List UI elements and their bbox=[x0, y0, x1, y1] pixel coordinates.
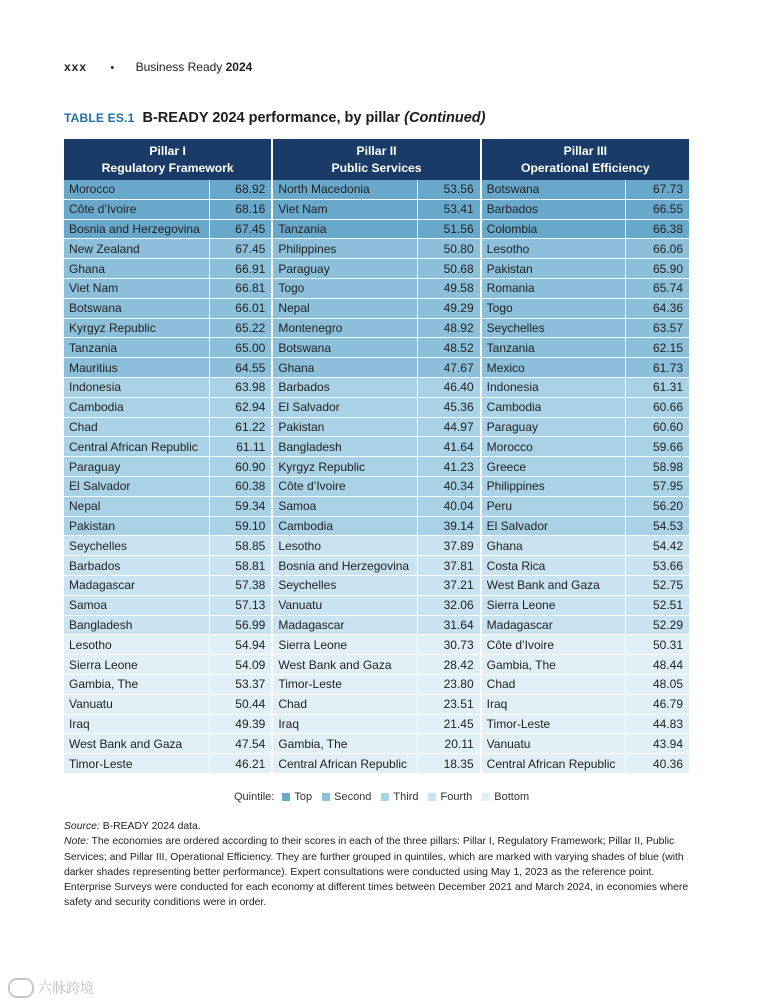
economy-name-pillar-3: Lesotho bbox=[481, 239, 626, 259]
economy-name-pillar-1: Nepal bbox=[64, 496, 209, 516]
economy-name-pillar-3: Colombia bbox=[481, 219, 626, 239]
economy-name-pillar-2: Pakistan bbox=[272, 417, 417, 437]
score-pillar-1: 57.38 bbox=[209, 575, 272, 595]
header-pillar-3 bbox=[481, 139, 689, 180]
table-row bbox=[64, 575, 689, 595]
watermark-text: 六脉跨境 bbox=[38, 980, 94, 996]
economy-name-pillar-2: Iraq bbox=[272, 714, 417, 734]
table-row bbox=[64, 516, 689, 536]
table-row bbox=[64, 655, 689, 675]
legend-text-fourth: Fourth bbox=[440, 791, 473, 803]
table-title bbox=[64, 110, 485, 126]
score-pillar-3: 64.36 bbox=[626, 298, 689, 318]
economy-name-pillar-1: Samoa bbox=[64, 595, 209, 615]
score-pillar-2: 30.73 bbox=[418, 635, 481, 655]
score-pillar-3: 62.15 bbox=[626, 338, 689, 358]
score-pillar-3: 58.98 bbox=[626, 457, 689, 477]
score-pillar-1: 49.39 bbox=[209, 714, 272, 734]
score-pillar-3: 52.29 bbox=[626, 615, 689, 635]
legend-swatch-second bbox=[322, 793, 330, 801]
table-row bbox=[64, 437, 689, 457]
economy-name-pillar-1: Indonesia bbox=[64, 377, 209, 397]
economy-name-pillar-2: Bosnia and Herzegovina bbox=[272, 556, 417, 576]
legend-swatch-top bbox=[282, 793, 290, 801]
economy-name-pillar-2: Ghana bbox=[272, 358, 417, 378]
economy-name-pillar-1: Chad bbox=[64, 417, 209, 437]
score-pillar-2: 47.67 bbox=[418, 358, 481, 378]
economy-name-pillar-3: Philippines bbox=[481, 476, 626, 496]
header-pillar-2-number: Pillar II bbox=[356, 143, 397, 158]
table-row bbox=[64, 595, 689, 615]
source-text: B-READY 2024 data. bbox=[99, 821, 201, 832]
score-pillar-3: 52.75 bbox=[626, 575, 689, 595]
score-pillar-1: 60.38 bbox=[209, 476, 272, 496]
score-pillar-2: 48.52 bbox=[418, 338, 481, 358]
score-pillar-2: 51.56 bbox=[418, 219, 481, 239]
score-pillar-3: 54.42 bbox=[626, 536, 689, 556]
economy-name-pillar-2: Kyrgyz Republic bbox=[272, 457, 417, 477]
score-pillar-2: 48.92 bbox=[418, 318, 481, 338]
economy-name-pillar-2: Seychelles bbox=[272, 575, 417, 595]
score-pillar-3: 60.66 bbox=[626, 397, 689, 417]
score-pillar-3: 66.38 bbox=[626, 219, 689, 239]
economy-name-pillar-3: Costa Rica bbox=[481, 556, 626, 576]
table-row bbox=[64, 754, 689, 774]
table-row bbox=[64, 674, 689, 694]
table-tag: TABLE ES.1 bbox=[64, 111, 135, 125]
score-pillar-3: 40.36 bbox=[626, 754, 689, 774]
economy-name-pillar-1: Barbados bbox=[64, 556, 209, 576]
economy-name-pillar-2: Lesotho bbox=[272, 536, 417, 556]
economy-name-pillar-3: Iraq bbox=[481, 694, 626, 714]
table-notes bbox=[64, 819, 694, 911]
economy-name-pillar-3: Seychelles bbox=[481, 318, 626, 338]
table-row bbox=[64, 417, 689, 437]
score-pillar-2: 32.06 bbox=[418, 595, 481, 615]
score-pillar-2: 41.64 bbox=[418, 437, 481, 457]
economy-name-pillar-3: Paraguay bbox=[481, 417, 626, 437]
table-row bbox=[64, 259, 689, 279]
score-pillar-3: 61.73 bbox=[626, 358, 689, 378]
header-pillar-1 bbox=[64, 139, 272, 180]
score-pillar-2: 53.41 bbox=[418, 199, 481, 219]
table-row bbox=[64, 536, 689, 556]
score-pillar-2: 37.81 bbox=[418, 556, 481, 576]
score-pillar-1: 61.11 bbox=[209, 437, 272, 457]
table-row bbox=[64, 635, 689, 655]
economy-name-pillar-2: El Salvador bbox=[272, 397, 417, 417]
note-paragraph bbox=[64, 834, 694, 910]
score-pillar-3: 66.55 bbox=[626, 199, 689, 219]
score-pillar-3: 48.44 bbox=[626, 655, 689, 675]
score-pillar-2: 23.80 bbox=[418, 674, 481, 694]
score-pillar-2: 49.58 bbox=[418, 278, 481, 298]
table-row bbox=[64, 219, 689, 239]
economy-name-pillar-2: Tanzania bbox=[272, 219, 417, 239]
header-pillar-2 bbox=[272, 139, 480, 180]
economy-name-pillar-3: Mexico bbox=[481, 358, 626, 378]
header-pillar-2-name: Public Services bbox=[331, 160, 422, 175]
economy-name-pillar-2: West Bank and Gaza bbox=[272, 655, 417, 675]
economy-name-pillar-1: Botswana bbox=[64, 298, 209, 318]
economy-name-pillar-3: Sierra Leone bbox=[481, 595, 626, 615]
economy-name-pillar-2: Madagascar bbox=[272, 615, 417, 635]
economy-name-pillar-1: El Salvador bbox=[64, 476, 209, 496]
score-pillar-3: 59.66 bbox=[626, 437, 689, 457]
watermark-logo-icon bbox=[8, 978, 34, 998]
score-pillar-1: 46.21 bbox=[209, 754, 272, 774]
page-number: xxx bbox=[64, 60, 88, 74]
table-header-row bbox=[64, 139, 689, 180]
table-row bbox=[64, 694, 689, 714]
score-pillar-2: 53.56 bbox=[418, 180, 481, 199]
score-pillar-3: 46.79 bbox=[626, 694, 689, 714]
table-title-main: B-READY 2024 performance, by pillar bbox=[142, 110, 401, 126]
table-row bbox=[64, 180, 689, 199]
table-row bbox=[64, 377, 689, 397]
score-pillar-2: 31.64 bbox=[418, 615, 481, 635]
economy-name-pillar-2: Montenegro bbox=[272, 318, 417, 338]
economy-name-pillar-2: Nepal bbox=[272, 298, 417, 318]
score-pillar-1: 58.81 bbox=[209, 556, 272, 576]
table-title-continued: (Continued) bbox=[404, 110, 486, 126]
score-pillar-1: 66.01 bbox=[209, 298, 272, 318]
table-body bbox=[64, 180, 689, 773]
economy-name-pillar-1: West Bank and Gaza bbox=[64, 734, 209, 754]
score-pillar-2: 40.04 bbox=[418, 496, 481, 516]
score-pillar-1: 68.92 bbox=[209, 180, 272, 199]
score-pillar-3: 48.05 bbox=[626, 674, 689, 694]
legend-swatch-bottom bbox=[482, 793, 490, 801]
economy-name-pillar-3: West Bank and Gaza bbox=[481, 575, 626, 595]
score-pillar-2: 37.21 bbox=[418, 575, 481, 595]
score-pillar-2: 21.45 bbox=[418, 714, 481, 734]
economy-name-pillar-3: Côte d’Ivoire bbox=[481, 635, 626, 655]
score-pillar-2: 50.68 bbox=[418, 259, 481, 279]
economy-name-pillar-3: Gambia, The bbox=[481, 655, 626, 675]
economy-name-pillar-3: Tanzania bbox=[481, 338, 626, 358]
score-pillar-3: 67.73 bbox=[626, 180, 689, 199]
table-row bbox=[64, 734, 689, 754]
legend-text-second: Second bbox=[334, 791, 372, 803]
score-pillar-3: 44.83 bbox=[626, 714, 689, 734]
legend-label: Quintile: bbox=[234, 791, 275, 803]
table-row bbox=[64, 298, 689, 318]
score-pillar-1: 59.10 bbox=[209, 516, 272, 536]
economy-name-pillar-2: Cambodia bbox=[272, 516, 417, 536]
economy-name-pillar-2: Paraguay bbox=[272, 259, 417, 279]
table-row bbox=[64, 358, 689, 378]
score-pillar-2: 45.36 bbox=[418, 397, 481, 417]
economy-name-pillar-2: Vanuatu bbox=[272, 595, 417, 615]
economy-name-pillar-2: Timor-Leste bbox=[272, 674, 417, 694]
economy-name-pillar-3: Botswana bbox=[481, 180, 626, 199]
score-pillar-1: 63.98 bbox=[209, 377, 272, 397]
economy-name-pillar-3: Romania bbox=[481, 278, 626, 298]
score-pillar-2: 46.40 bbox=[418, 377, 481, 397]
legend-text-bottom: Bottom bbox=[494, 791, 530, 803]
quintile-legend bbox=[234, 791, 539, 803]
table-row bbox=[64, 615, 689, 635]
score-pillar-1: 56.99 bbox=[209, 615, 272, 635]
score-pillar-1: 66.81 bbox=[209, 278, 272, 298]
economy-name-pillar-1: Tanzania bbox=[64, 338, 209, 358]
economy-name-pillar-2: Sierra Leone bbox=[272, 635, 417, 655]
separator-bullet: • bbox=[110, 62, 115, 74]
legend-item-bottom bbox=[482, 791, 529, 803]
score-pillar-2: 18.35 bbox=[418, 754, 481, 774]
economy-name-pillar-1: Vanuatu bbox=[64, 694, 209, 714]
performance-table bbox=[64, 139, 689, 774]
source-line bbox=[64, 819, 694, 834]
economy-name-pillar-1: Iraq bbox=[64, 714, 209, 734]
economy-name-pillar-2: North Macedonia bbox=[272, 180, 417, 199]
economy-name-pillar-1: Lesotho bbox=[64, 635, 209, 655]
economy-name-pillar-2: Bangladesh bbox=[272, 437, 417, 457]
score-pillar-1: 54.09 bbox=[209, 655, 272, 675]
score-pillar-3: 53.66 bbox=[626, 556, 689, 576]
score-pillar-1: 61.22 bbox=[209, 417, 272, 437]
score-pillar-1: 67.45 bbox=[209, 239, 272, 259]
legend-item-top bbox=[282, 791, 312, 803]
economy-name-pillar-1: New Zealand bbox=[64, 239, 209, 259]
score-pillar-3: 54.53 bbox=[626, 516, 689, 536]
economy-name-pillar-2: Philippines bbox=[272, 239, 417, 259]
economy-name-pillar-1: Timor-Leste bbox=[64, 754, 209, 774]
economy-name-pillar-1: Seychelles bbox=[64, 536, 209, 556]
score-pillar-1: 58.85 bbox=[209, 536, 272, 556]
economy-name-pillar-3: Togo bbox=[481, 298, 626, 318]
source-label: Source: bbox=[64, 821, 100, 832]
score-pillar-2: 44.97 bbox=[418, 417, 481, 437]
header-pillar-3-name: Operational Efficiency bbox=[520, 160, 650, 175]
economy-name-pillar-1: Cambodia bbox=[64, 397, 209, 417]
score-pillar-1: 64.55 bbox=[209, 358, 272, 378]
score-pillar-1: 62.94 bbox=[209, 397, 272, 417]
economy-name-pillar-1: Gambia, The bbox=[64, 674, 209, 694]
economy-name-pillar-1: Kyrgyz Republic bbox=[64, 318, 209, 338]
economy-name-pillar-3: Central African Republic bbox=[481, 754, 626, 774]
score-pillar-1: 54.94 bbox=[209, 635, 272, 655]
table-row bbox=[64, 278, 689, 298]
table-row bbox=[64, 556, 689, 576]
economy-name-pillar-3: Cambodia bbox=[481, 397, 626, 417]
score-pillar-3: 50.31 bbox=[626, 635, 689, 655]
table-row bbox=[64, 318, 689, 338]
score-pillar-3: 56.20 bbox=[626, 496, 689, 516]
economy-name-pillar-2: Chad bbox=[272, 694, 417, 714]
document-title-year: 2024 bbox=[225, 60, 253, 74]
score-pillar-2: 41.23 bbox=[418, 457, 481, 477]
economy-name-pillar-1: Côte d’Ivoire bbox=[64, 199, 209, 219]
economy-name-pillar-3: Peru bbox=[481, 496, 626, 516]
score-pillar-3: 61.31 bbox=[626, 377, 689, 397]
economy-name-pillar-2: Togo bbox=[272, 278, 417, 298]
score-pillar-3: 60.60 bbox=[626, 417, 689, 437]
economy-name-pillar-3: Barbados bbox=[481, 199, 626, 219]
economy-name-pillar-1: Ghana bbox=[64, 259, 209, 279]
table-row bbox=[64, 199, 689, 219]
economy-name-pillar-1: Mauritius bbox=[64, 358, 209, 378]
document-title-text: Business Ready bbox=[135, 60, 226, 74]
note-label: Note: bbox=[64, 836, 89, 848]
table-row bbox=[64, 338, 689, 358]
economy-name-pillar-3: Morocco bbox=[481, 437, 626, 457]
economy-name-pillar-3: Pakistan bbox=[481, 259, 626, 279]
economy-name-pillar-2: Botswana bbox=[272, 338, 417, 358]
score-pillar-2: 20.11 bbox=[418, 734, 481, 754]
table-row bbox=[64, 239, 689, 259]
running-head bbox=[64, 60, 252, 74]
score-pillar-3: 63.57 bbox=[626, 318, 689, 338]
legend-swatch-fourth bbox=[428, 793, 436, 801]
economy-name-pillar-1: Central African Republic bbox=[64, 437, 209, 457]
score-pillar-3: 43.94 bbox=[626, 734, 689, 754]
table-row bbox=[64, 714, 689, 734]
table-row bbox=[64, 457, 689, 477]
legend-swatch-third bbox=[381, 793, 389, 801]
economy-name-pillar-3: Chad bbox=[481, 674, 626, 694]
economy-name-pillar-1: Paraguay bbox=[64, 457, 209, 477]
legend-item-third bbox=[381, 791, 418, 803]
table-row bbox=[64, 476, 689, 496]
score-pillar-1: 47.54 bbox=[209, 734, 272, 754]
score-pillar-1: 53.37 bbox=[209, 674, 272, 694]
economy-name-pillar-2: Central African Republic bbox=[272, 754, 417, 774]
score-pillar-3: 57.95 bbox=[626, 476, 689, 496]
score-pillar-1: 59.34 bbox=[209, 496, 272, 516]
header-pillar-1-number: Pillar I bbox=[149, 143, 186, 158]
score-pillar-2: 50.80 bbox=[418, 239, 481, 259]
score-pillar-2: 37.89 bbox=[418, 536, 481, 556]
economy-name-pillar-1: Madagascar bbox=[64, 575, 209, 595]
score-pillar-3: 65.74 bbox=[626, 278, 689, 298]
economy-name-pillar-3: Madagascar bbox=[481, 615, 626, 635]
economy-name-pillar-3: Vanuatu bbox=[481, 734, 626, 754]
economy-name-pillar-1: Pakistan bbox=[64, 516, 209, 536]
score-pillar-2: 23.51 bbox=[418, 694, 481, 714]
economy-name-pillar-3: Ghana bbox=[481, 536, 626, 556]
economy-name-pillar-2: Samoa bbox=[272, 496, 417, 516]
score-pillar-3: 66.06 bbox=[626, 239, 689, 259]
economy-name-pillar-3: El Salvador bbox=[481, 516, 626, 536]
economy-name-pillar-3: Indonesia bbox=[481, 377, 626, 397]
score-pillar-2: 49.29 bbox=[418, 298, 481, 318]
score-pillar-3: 52.51 bbox=[626, 595, 689, 615]
economy-name-pillar-1: Bosnia and Herzegovina bbox=[64, 219, 209, 239]
score-pillar-1: 57.13 bbox=[209, 595, 272, 615]
score-pillar-1: 67.45 bbox=[209, 219, 272, 239]
score-pillar-2: 28.42 bbox=[418, 655, 481, 675]
economy-name-pillar-2: Barbados bbox=[272, 377, 417, 397]
table-row bbox=[64, 397, 689, 417]
score-pillar-1: 50.44 bbox=[209, 694, 272, 714]
table-row bbox=[64, 496, 689, 516]
economy-name-pillar-2: Gambia, The bbox=[272, 734, 417, 754]
note-text: The economies are ordered according to their scores in each of the three pillars: Pillar I, Regulatory Framework; Pillar II, Public Services; and Pillar III, Operational Efficiency. They are further grouped in quintiles, which are marked with varying shades of blue (with darker shades representing better performance). Expert consultations were conducted using May 1, 2023 as the reference point. Enterprise Surveys were conducted for each economy at different times between December 2021 and March 2024, in economies where safety and security conditions were in order. bbox=[64, 836, 689, 909]
economy-name-pillar-3: Greece bbox=[481, 457, 626, 477]
score-pillar-1: 66.91 bbox=[209, 259, 272, 279]
legend-item-fourth bbox=[428, 791, 472, 803]
economy-name-pillar-3: Timor-Leste bbox=[481, 714, 626, 734]
score-pillar-2: 39.14 bbox=[418, 516, 481, 536]
economy-name-pillar-1: Bangladesh bbox=[64, 615, 209, 635]
legend-item-second bbox=[322, 791, 371, 803]
score-pillar-1: 65.22 bbox=[209, 318, 272, 338]
document-title bbox=[136, 60, 253, 74]
economy-name-pillar-1: Morocco bbox=[64, 180, 209, 199]
economy-name-pillar-2: Viet Nam bbox=[272, 199, 417, 219]
header-pillar-3-number: Pillar III bbox=[563, 143, 607, 158]
score-pillar-1: 65.00 bbox=[209, 338, 272, 358]
legend-text-third: Third bbox=[393, 791, 419, 803]
economy-name-pillar-1: Viet Nam bbox=[64, 278, 209, 298]
watermark bbox=[8, 978, 94, 998]
economy-name-pillar-1: Sierra Leone bbox=[64, 655, 209, 675]
score-pillar-1: 60.90 bbox=[209, 457, 272, 477]
legend-text-top: Top bbox=[294, 791, 313, 803]
header-pillar-1-name: Regulatory Framework bbox=[101, 160, 234, 175]
score-pillar-3: 65.90 bbox=[626, 259, 689, 279]
score-pillar-2: 40.34 bbox=[418, 476, 481, 496]
score-pillar-1: 68.16 bbox=[209, 199, 272, 219]
economy-name-pillar-2: Côte d’Ivoire bbox=[272, 476, 417, 496]
